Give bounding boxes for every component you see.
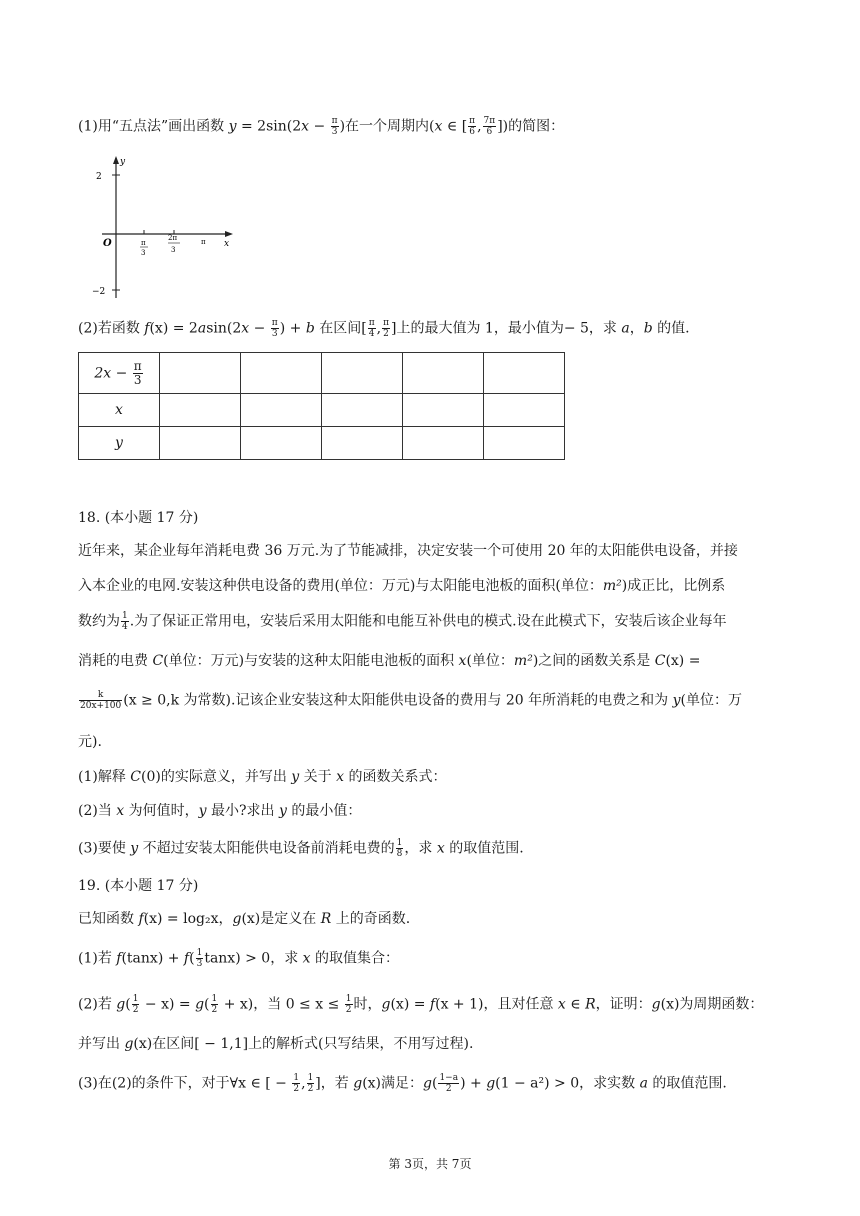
table-header-cell: y — [79, 427, 160, 460]
q18-header: 18. (本小题 17 分) — [78, 510, 199, 526]
table-cell — [403, 353, 484, 394]
five-point-table — [78, 352, 565, 460]
y-min-label: −2 — [92, 287, 106, 297]
y-axis-arrow — [113, 156, 119, 164]
q17-part2-line: (2)若函数 f(x) = 2asin(2x − $\frac{\pi}{3}$ ) + b 在区间[ $\frac{\pi}{4}$ , $\frac{\pi}{2}$ ]上的最大值为 1，最小值为− 5，求 a，b 的值. — [78, 318, 690, 339]
table-cell — [241, 427, 322, 460]
y-axis-label: y — [120, 157, 126, 167]
table-cell — [403, 394, 484, 427]
table-row — [79, 394, 565, 427]
tick1-num: π — [141, 239, 146, 247]
table-row — [79, 353, 565, 394]
table-cell — [484, 394, 565, 427]
table-row — [79, 427, 565, 460]
table-cell — [403, 427, 484, 460]
table-cell — [322, 353, 403, 394]
coordinate-axes-graph — [88, 152, 238, 302]
x-axis-label: x — [224, 239, 230, 249]
tick1-den: 3 — [141, 249, 146, 257]
tick3-label: π — [201, 238, 206, 246]
q19-part3: (3)在(2)的条件下，对于∀x ∈ [ − $\frac{1}{2}$ , $\frac{1}{2}$ ]，若 g(x)满足：g( $\frac{1-a}{2}$ ) + g(1 − a²) > 0，求实数 a 的取值范围. — [78, 1073, 727, 1094]
q18-line6: 元). — [78, 734, 102, 750]
q18-line2: 入本企业的电网.安装这种供电设备的费用(单位：万元)与太阳能电池板的面积(单位：m²)成正比，比例系 — [78, 578, 726, 594]
table-header-cell: x — [79, 394, 160, 427]
y-max-label: 2 — [96, 172, 102, 182]
q18-line3: 数约为 $\frac{1}{4}$ .为了保证正常用电，安装后采用太阳能和电能互补供电的模式.设在此模式下，安装后该企业每年 — [78, 611, 727, 632]
q19-part2: (2)若 g( $\frac{1}{2}$ − x) = g( $\frac{1}{2}$ + x)，当 0 ≤ x ≤ $\frac{1}{2}$ 时，g(x) = f(x + 1)，且对任意 x ∈ R，证明：g(x)为周期函数： — [78, 994, 764, 1015]
table-cell — [484, 427, 565, 460]
table-cell — [484, 353, 565, 394]
tick2-num: 2π — [168, 234, 178, 242]
q19-line1: 已知函数 f(x) = log₂x，g(x)是定义在 R 上的奇函数. — [78, 911, 411, 927]
page-footer: 第 3页，共 7页 — [388, 1157, 472, 1171]
q19-header: 19. (本小题 17 分) — [78, 878, 199, 894]
table-cell — [322, 394, 403, 427]
table-cell — [322, 427, 403, 460]
table-cell — [160, 353, 241, 394]
q18-part1: (1)解释 C(0)的实际意义，并写出 y 关于 x 的函数关系式： — [78, 769, 447, 785]
table-header-cell: 2x − $\frac{\pi}{3}$ — [79, 353, 160, 394]
q18-part3: (3)要使 y 不超过安装太阳能供电设备前消耗电费的 $\frac{1}{8}$ ，求 x 的取值范围. — [78, 838, 524, 859]
q18-line5: $\frac{k}{20x+100}$ (x ≥ 0,k 为常数).记该企业安装这种太阳能供电设备的费用与 20 年所消耗的电费之和为 y(单位：万 — [80, 690, 742, 711]
q18-line1: 近年来，某企业每年消耗电费 36 万元.为了节能减排，决定安装一个可使用 20 年的太阳能供电设备，并接 — [78, 543, 738, 559]
table-cell — [241, 394, 322, 427]
origin-label: O — [103, 238, 112, 249]
q19-part1: (1)若 f(tanx) + f( $\frac{1}{3}$ tanx) > 0，求 x 的取值集合： — [78, 948, 400, 969]
table-cell — [160, 427, 241, 460]
x-axis-arrow — [225, 231, 233, 237]
table-cell — [241, 353, 322, 394]
q19-part2-cont: 并写出 g(x)在区间[ − 1,1]上的解析式(只写结果，不用写过程). — [78, 1036, 474, 1052]
q18-line4: 消耗的电费 C(单位：万元)与安装的这种太阳能电池板的面积 x(单位：m²)之间的函数关系是 C(x) = — [78, 653, 701, 669]
q17-part1-line: (1)用“五点法”画出函数 y = 2sin(2x − $\frac{\pi}{3}$ )在一个周期内(x ∈ [ $\frac{\pi}{6}$ , $\frac{7\pi}{6}$ ])的简图： — [78, 116, 565, 137]
q18-part2: (2)当 x 为何值时，y 最小?求出 y 的最小值： — [78, 803, 362, 819]
tick2-den: 3 — [171, 246, 176, 254]
table-cell — [160, 394, 241, 427]
